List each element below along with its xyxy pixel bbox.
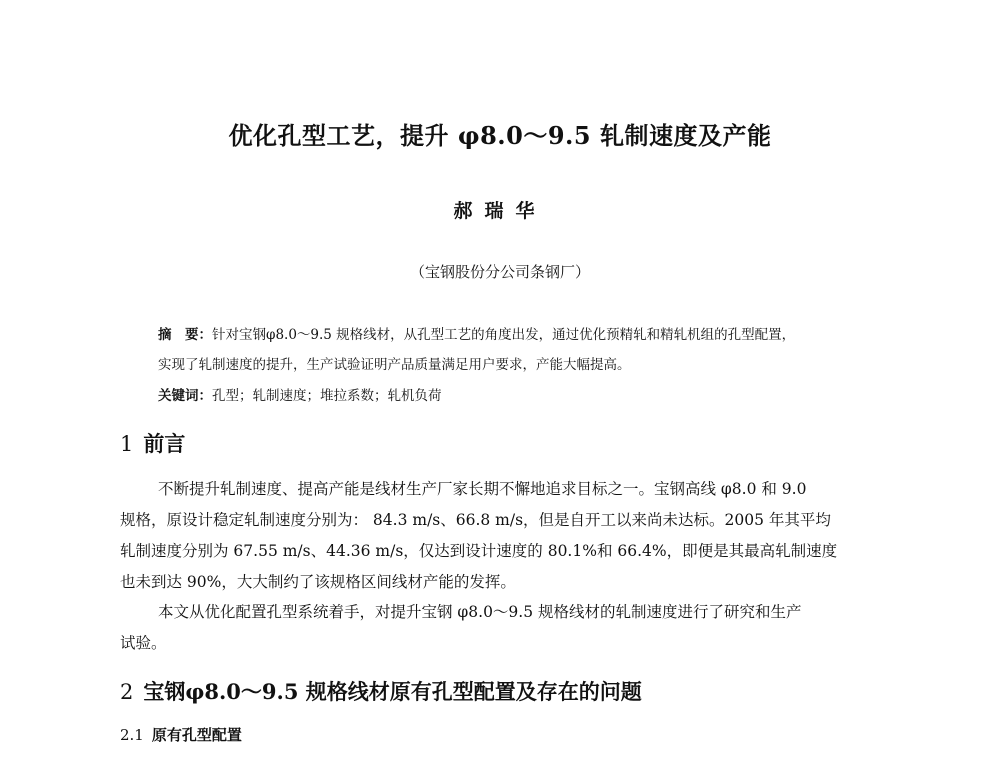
keywords (158, 381, 898, 411)
abstract-label: 摘 要： (158, 327, 212, 343)
abstract-line-2 (158, 350, 898, 380)
section-title: 宝钢φ8.0～9.5 规格线材原有孔型配置及存在的问题 (143, 679, 642, 704)
paragraph-line: 也未到达 90%，大大制约了该规格区间线材产能的发挥。 (120, 573, 516, 591)
body-paragraph-2 (120, 597, 910, 659)
subsection-heading (120, 724, 242, 745)
paragraph-line: 轧制速度分别为 67.55 m/s、44.36 m/s，仅达到设计速度的 80.1%和 66.4%，即便是其最高轧制速度 (120, 542, 838, 560)
section-heading-1 (120, 428, 185, 458)
paragraph-line: 试验。 (120, 634, 167, 652)
section-number: 1 (120, 432, 134, 456)
subsection-title: 原有孔型配置 (151, 726, 242, 744)
section-number: 2 (120, 680, 134, 704)
paragraph-line: 规格，原设计稳定轧制速度分别为： 84.3 m/s、66.8 m/s，但是自开工以来尚未达标。2005 年其平均 (120, 511, 831, 529)
section-title: 前言 (143, 431, 186, 456)
author-affiliation: （宝钢股份分公司条钢厂） (409, 263, 590, 281)
body-paragraph-1 (120, 474, 910, 598)
keywords-label: 关键词： (158, 388, 212, 404)
paragraph-line: 本文从优化配置孔型系统着手，对提升宝钢 φ8.0～9.5 规格线材的轧制速度进行了研究和生产 (158, 603, 802, 621)
paper-title: 优化孔型工艺，提升 φ8.0～9.5 轧制速度及产能 (228, 121, 772, 150)
paragraph-line: 不断提升轧制速度、提高产能是线材生产厂家长期不懈地追求目标之一。宝钢高线 φ8.0 和 9.0 (158, 480, 807, 498)
section-heading-2 (120, 676, 642, 706)
keywords-text: 孔型；轧制速度；堆拉系数；轧机负荷 (212, 388, 442, 404)
subsection-number: 2.1 (120, 726, 144, 744)
abstract-text-2: 实现了轧制速度的提升，生产试验证明产品质量满足用户要求，产能大幅提高。 (158, 357, 631, 373)
abstract-text-1: 针对宝钢φ8.0～9.5 规格线材，从孔型工艺的角度出发，通过优化预精轧和精轧机组的孔型配置， (212, 327, 796, 343)
author-name: 郝瑞华 (453, 200, 547, 222)
abstract-line-1 (158, 320, 898, 350)
